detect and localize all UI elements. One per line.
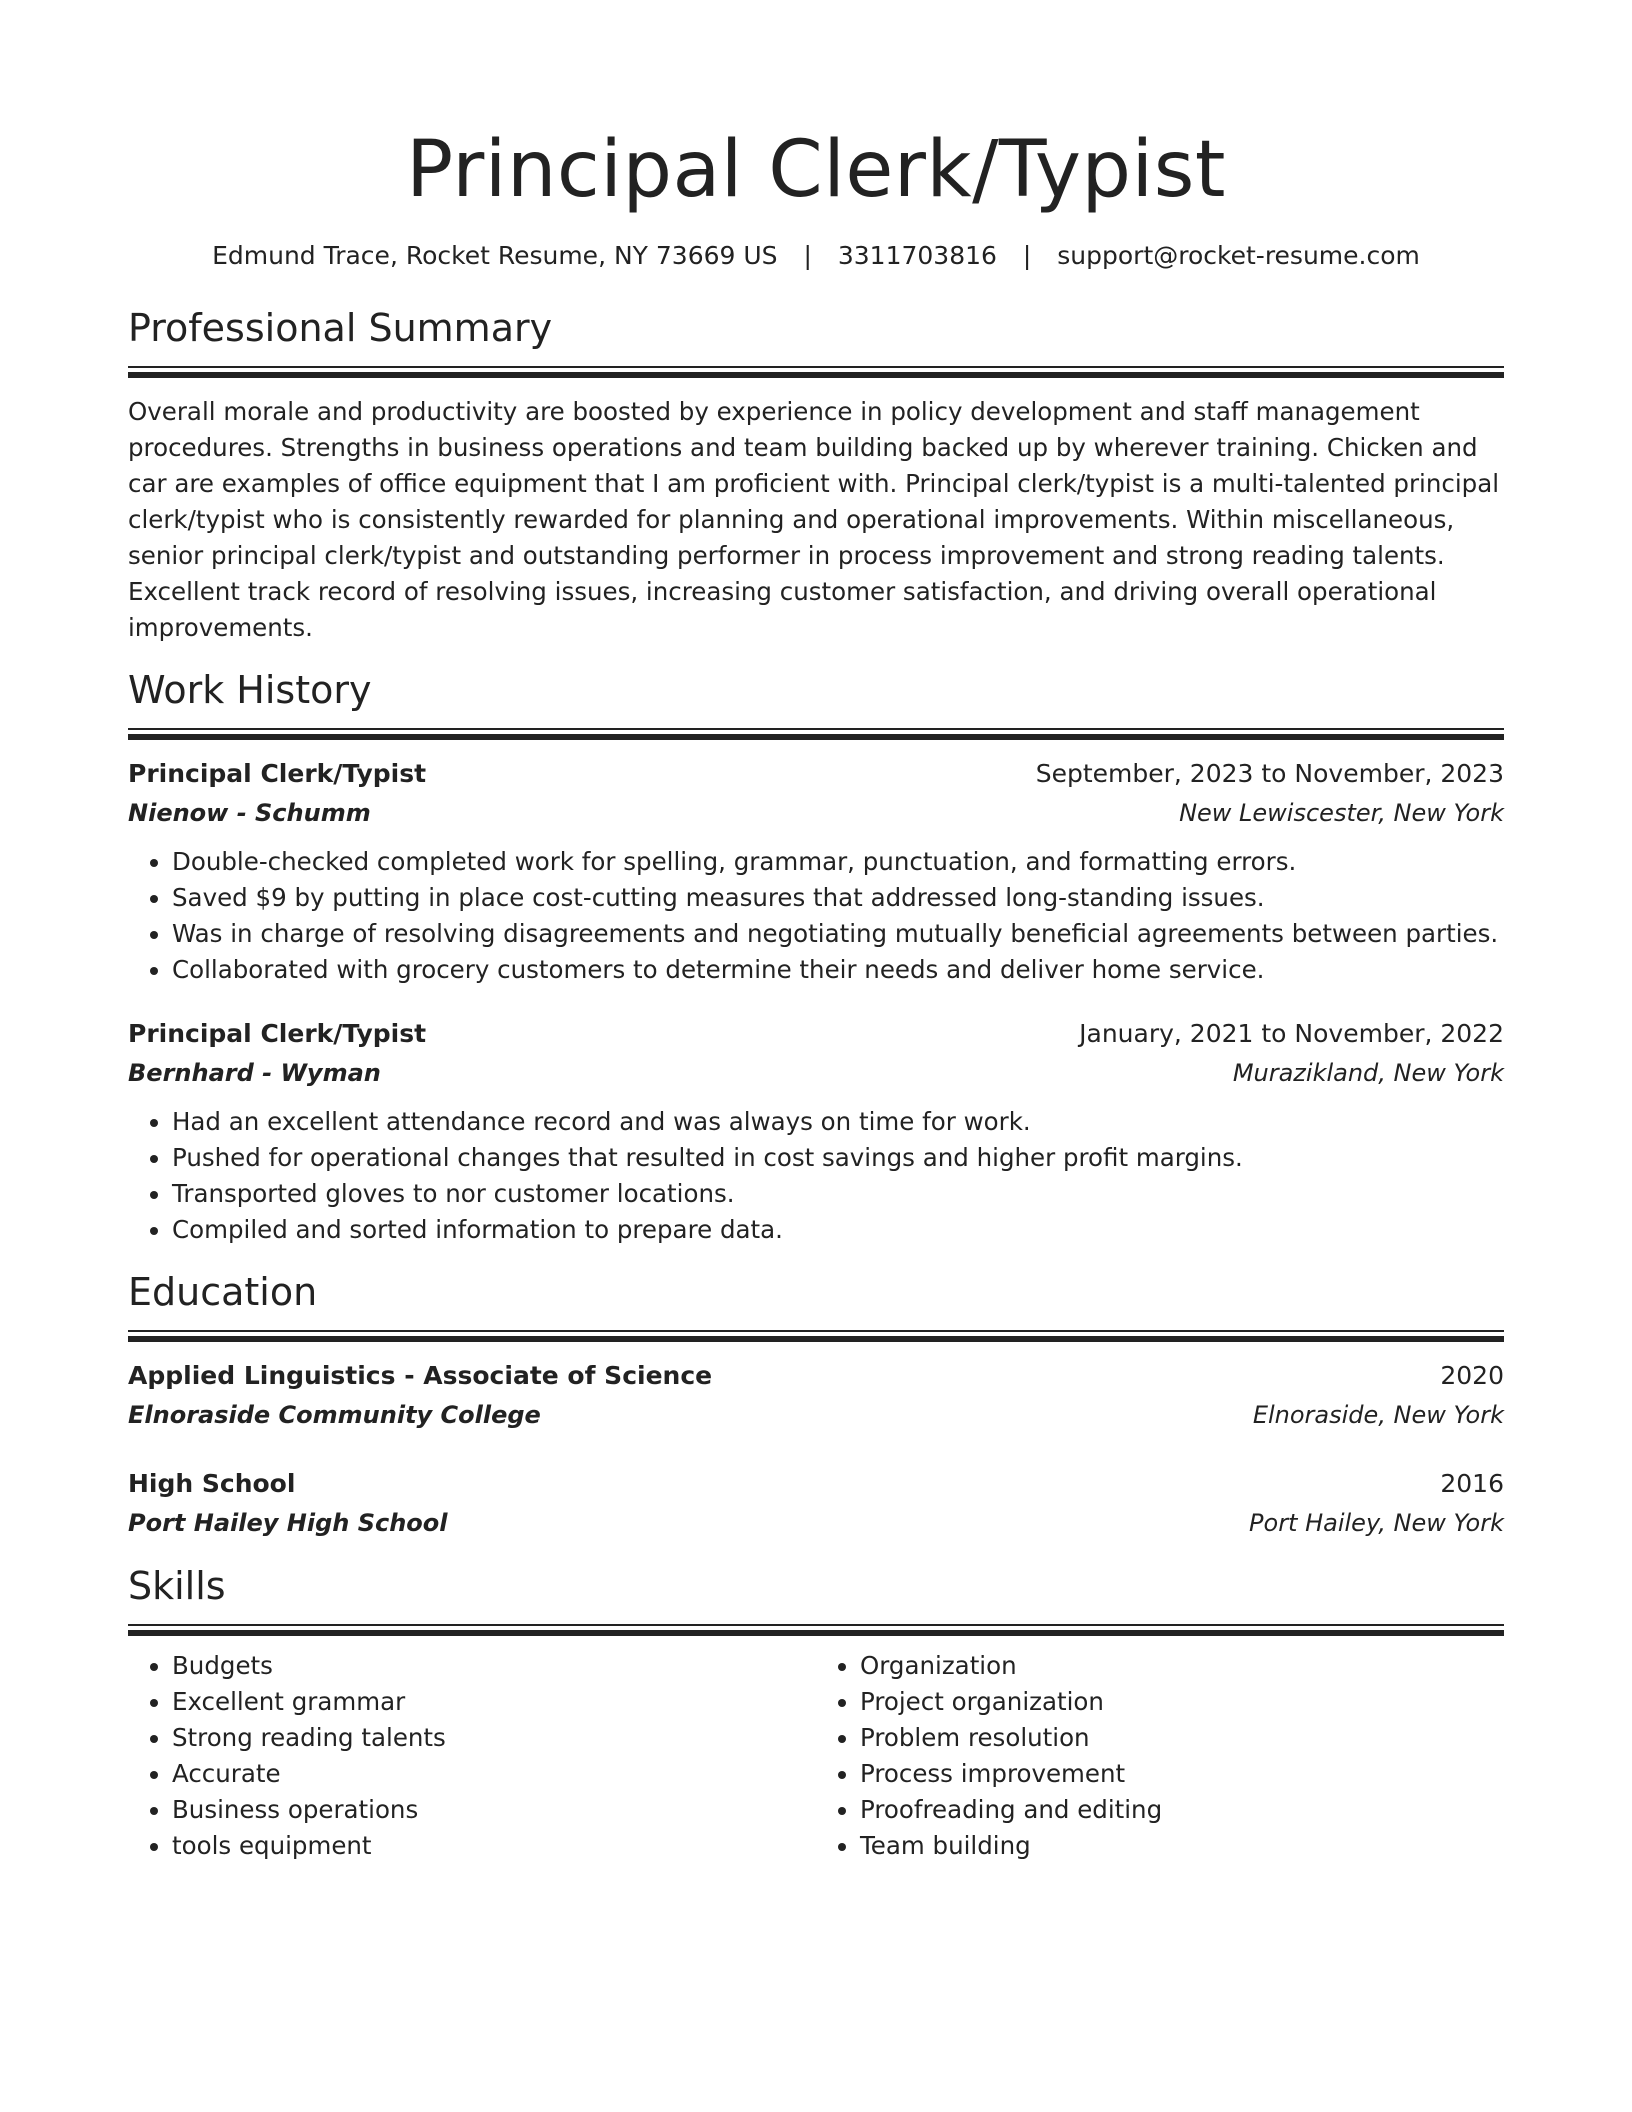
contact-email: support@rocket-resume.com <box>1057 241 1420 270</box>
skill-item: • Accurate <box>172 1756 816 1792</box>
section-divider <box>128 366 1504 376</box>
education-year: 2016 <box>1440 1469 1504 1498</box>
skill-item: • Process improvement <box>860 1756 1504 1792</box>
skill-item: • Business operations <box>172 1792 816 1828</box>
skills-section <box>128 1560 1504 1864</box>
skill-item: • Project organization <box>860 1684 1504 1720</box>
job-bullet: • Saved $9 by putting in place cost-cutting measures that addressed long-standing issues. <box>172 880 1504 916</box>
education-location: Port Hailey, New York <box>1249 1509 1504 1537</box>
education-school: Port Hailey High School <box>128 1509 448 1537</box>
job-company: Bernhard - Wyman <box>128 1059 381 1087</box>
skill-item: • Problem resolution <box>860 1720 1504 1756</box>
education-degree: Applied Linguistics - Associate of Science <box>128 1361 713 1390</box>
job-bullet: • Had an excellent attendance record and was always on time for work. <box>172 1104 1504 1140</box>
contact-separator: | <box>803 241 812 270</box>
contact-line <box>128 238 1504 274</box>
job-bullet: • Transported gloves to nor customer locations. <box>172 1176 1504 1212</box>
contact-phone: 3311703816 <box>837 241 997 270</box>
job-bullet: • Compiled and sorted information to prepare data. <box>172 1212 1504 1248</box>
job-bullets <box>128 844 1504 988</box>
skills-grid <box>128 1648 1504 1864</box>
section-heading-summary: Professional Summary <box>128 306 553 350</box>
skill-item: • Organization <box>860 1648 1504 1684</box>
education-year: 2020 <box>1440 1361 1504 1390</box>
skills-list <box>128 1648 816 1864</box>
contact-address: Edmund Trace, Rocket Resume, NY 73669 US <box>212 241 778 270</box>
education-header-row <box>128 1464 1504 1504</box>
summary-section <box>128 302 1504 646</box>
job-entry <box>128 1014 1504 1248</box>
job-location: Murazikland, New York <box>1232 1059 1504 1087</box>
job-entry <box>128 754 1504 988</box>
job-location: New Lewiscester, New York <box>1179 799 1504 827</box>
skills-column-right <box>816 1648 1504 1864</box>
resume-title: Principal Clerk/Typist <box>406 125 1226 215</box>
skills-list <box>816 1648 1504 1864</box>
section-divider <box>128 728 1504 738</box>
work-section <box>128 664 1504 1248</box>
education-entry <box>128 1464 1504 1542</box>
section-heading-work: Work History <box>128 668 372 712</box>
education-school-row <box>128 1396 1504 1434</box>
job-header-row <box>128 754 1504 794</box>
skill-item: • Budgets <box>172 1648 816 1684</box>
contact-separator: | <box>1022 241 1032 270</box>
job-bullet: • Pushed for operational changes that resulted in cost savings and higher profit margins. <box>172 1140 1504 1176</box>
job-title: Principal Clerk/Typist <box>128 1019 427 1048</box>
job-bullet: • Double-checked completed work for spelling, grammar, punctuation, and formatting errors. <box>172 844 1504 880</box>
skills-column-left <box>128 1648 816 1864</box>
section-heading-skills: Skills <box>128 1564 226 1608</box>
education-school-row <box>128 1504 1504 1542</box>
skill-item: • Team building <box>860 1828 1504 1864</box>
education-header-row <box>128 1356 1504 1396</box>
job-bullet: • Was in charge of resolving disagreements and negotiating mutually beneficial agreements between parties. <box>172 916 1504 952</box>
education-degree: High School <box>128 1469 296 1498</box>
job-header-row <box>128 1014 1504 1054</box>
skill-item: • Proofreading and editing <box>860 1792 1504 1828</box>
skill-item: • Strong reading talents <box>172 1720 816 1756</box>
job-company-row <box>128 1054 1504 1092</box>
job-bullets <box>128 1104 1504 1248</box>
section-divider <box>128 1624 1504 1634</box>
education-section <box>128 1266 1504 1542</box>
skill-item: • tools equipment <box>172 1828 816 1864</box>
job-dates: September, 2023 to November, 2023 <box>1035 759 1504 788</box>
summary-text: Overall morale and productivity are boosted by experience in policy development and staff management procedures. Strengths in business operations and team building backed up by wherever training. Chicken and car are examples of office equipment that I am proficient with. Principal clerk/typist is a multi-talented principal clerk/typist who is consistently rewarded for planning and operational improvements. Within miscellaneous, senior principal clerk/typist and outstanding performer in process improvement and strong reading talents. Excellent track record of resolving issues, increasing customer satisfaction, and driving overall operational improvements. <box>128 397 1500 642</box>
education-school: Elnoraside Community College <box>128 1401 541 1429</box>
job-bullet: • Collaborated with grocery customers to determine their needs and deliver home service. <box>172 952 1504 988</box>
section-divider <box>128 1330 1504 1340</box>
education-location: Elnoraside, New York <box>1252 1401 1504 1429</box>
job-title: Principal Clerk/Typist <box>128 759 427 788</box>
job-dates: January, 2021 to November, 2022 <box>1079 1019 1504 1048</box>
job-company-row <box>128 794 1504 832</box>
skill-item: • Excellent grammar <box>172 1684 816 1720</box>
section-heading-education: Education <box>128 1270 318 1314</box>
job-company: Nienow - Schumm <box>128 799 371 827</box>
education-entry <box>128 1356 1504 1434</box>
